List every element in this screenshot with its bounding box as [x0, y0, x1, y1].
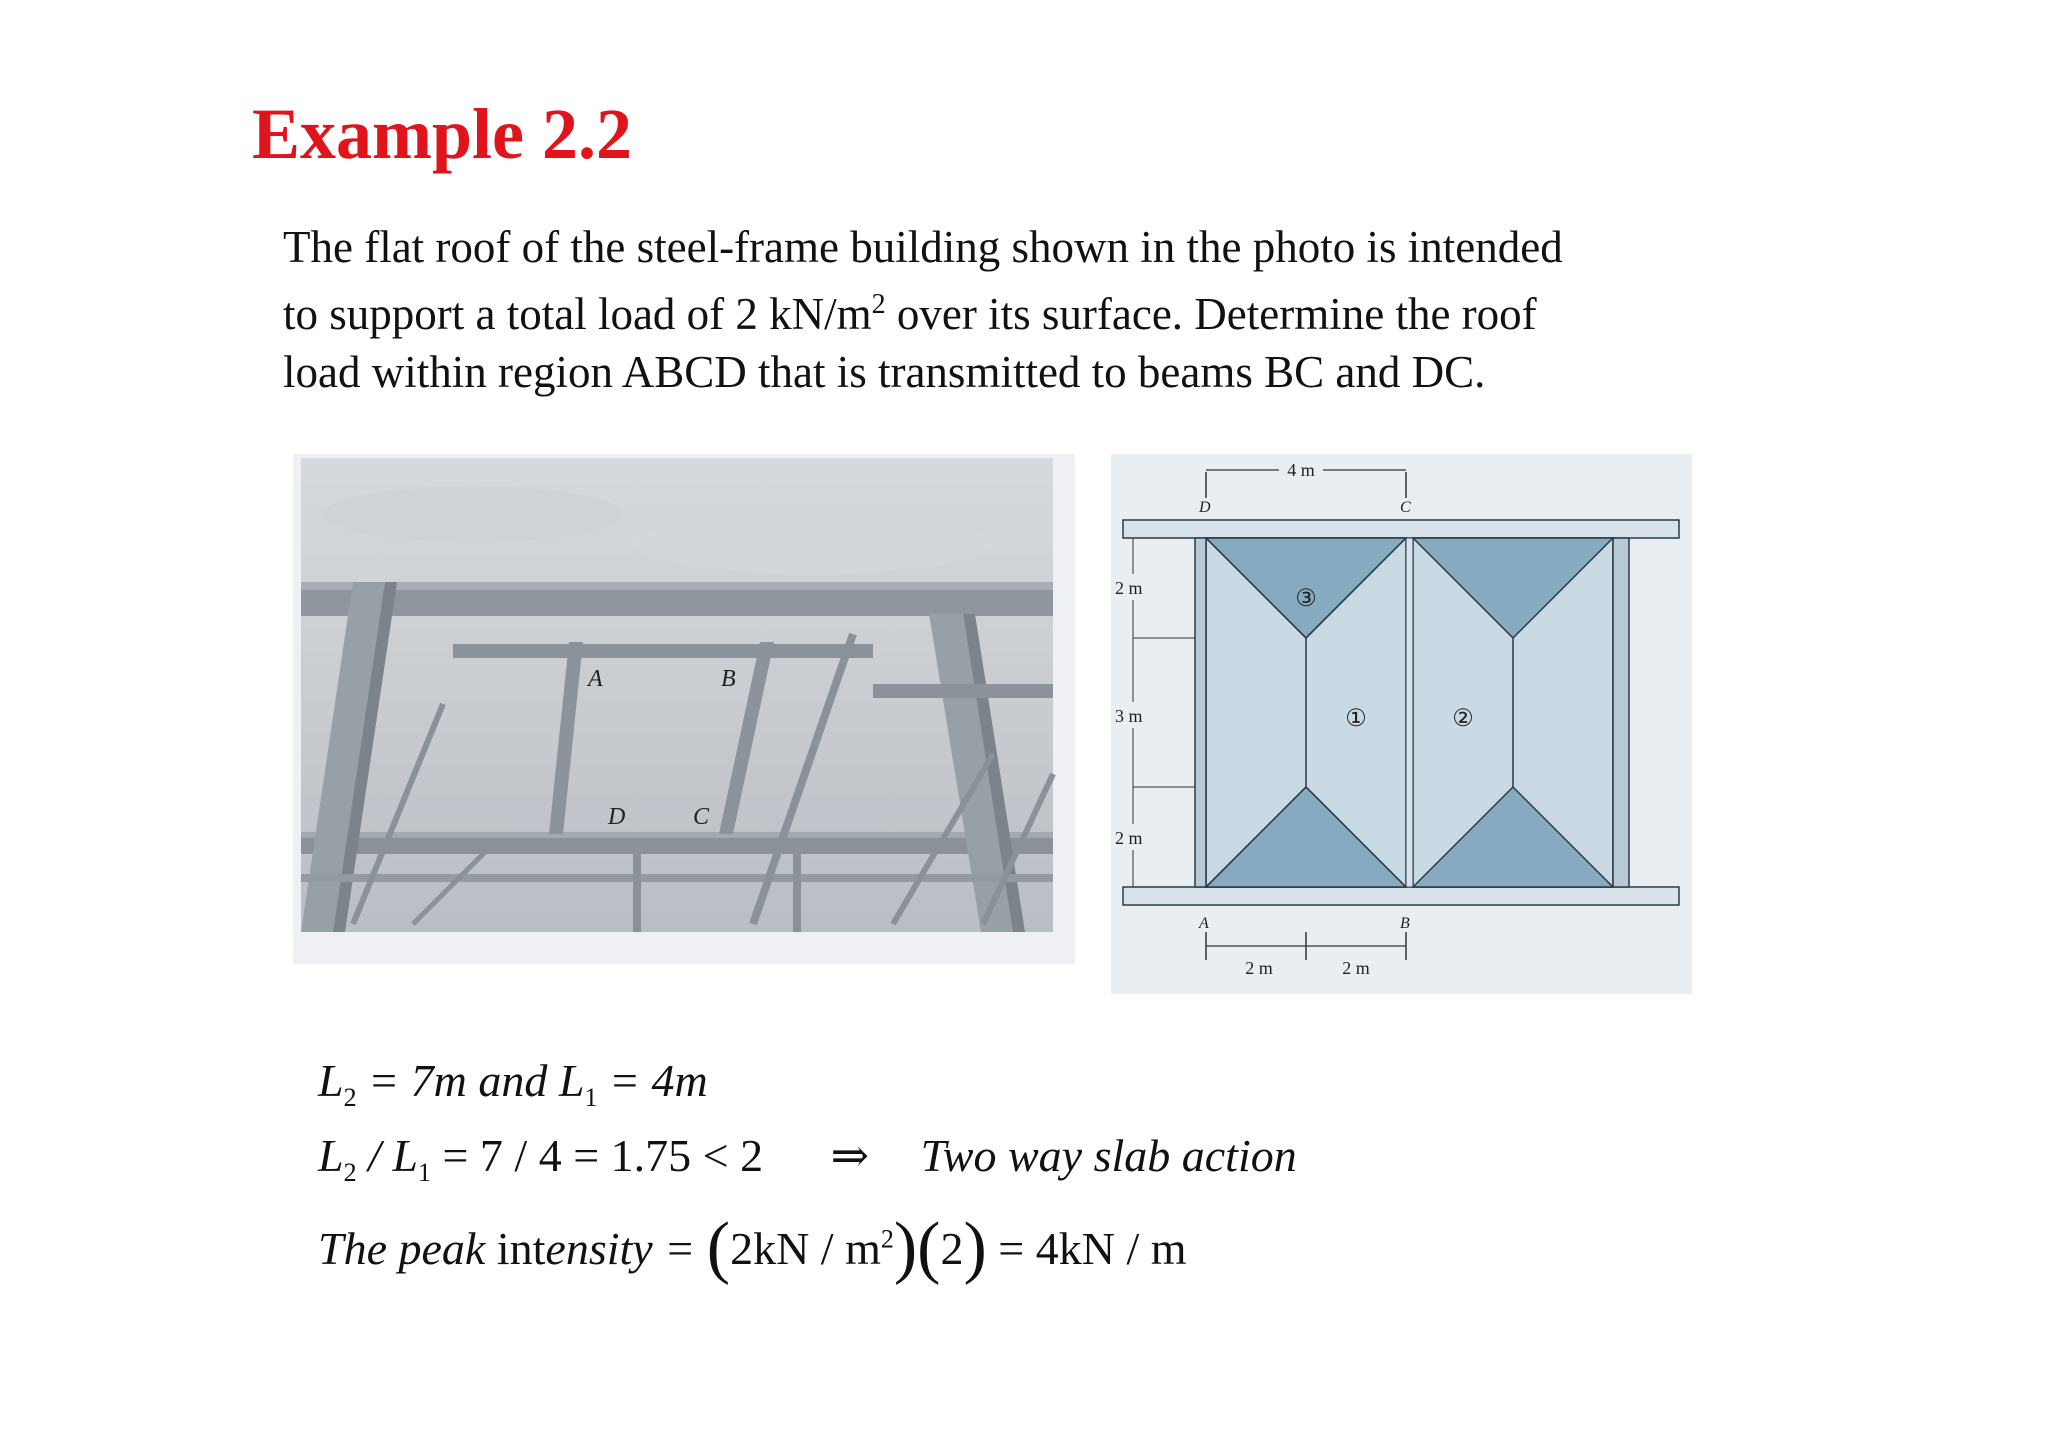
- problem-line-2: to support a total load of 2 $kN/m^2$ over its surface. Determine the roof: [283, 289, 1537, 339]
- corner-d: D: [1199, 499, 1211, 516]
- roof-plan-diagram: [1111, 454, 1692, 994]
- dim-bottom-left: 2 m: [1245, 958, 1273, 978]
- page-title: Example 2.2: [252, 94, 633, 174]
- steel-frame-photo: [293, 454, 1075, 964]
- dim-left-mid: 3 m: [1115, 706, 1143, 726]
- photo-label-b: B: [721, 666, 736, 692]
- region-2-label: ②: [1452, 706, 1474, 732]
- problem-line-1: The flat roof of the steel-frame building shown in the photo is intended: [283, 222, 1563, 272]
- corner-a: A: [1199, 915, 1209, 932]
- region-3-label: ③: [1295, 586, 1317, 612]
- corner-c: C: [1400, 499, 1411, 516]
- corner-b: B: [1400, 915, 1410, 932]
- equation-ratio: $L_2 / L_1 = 7 / 4 = 1.75 < 2$ ⇒ Two way slab action: [318, 1130, 1297, 1188]
- photo-label-a: A: [588, 666, 603, 692]
- two-way-slab-action: Two way slab action: [920, 1130, 1297, 1181]
- photo-label-d: D: [608, 804, 626, 830]
- dim-left-top: 2 m: [1115, 578, 1143, 598]
- photo-label-c: C: [693, 804, 710, 830]
- problem-line-3: load within region ABCD that is transmitted to beams BC and DC.: [283, 347, 1486, 397]
- equation-lengths: $L_2 = 7m$ and $L_1 = 4m$: [318, 1055, 708, 1113]
- dim-left-bot: 2 m: [1115, 828, 1143, 848]
- region-1-label: ①: [1345, 706, 1367, 732]
- dim-bottom-right: 2 m: [1342, 958, 1370, 978]
- equation-peak-intensity: The peak intensity = $(2kN / m^2)(2) = 4kN / m$: [318, 1209, 1187, 1286]
- implies-arrow: ⇒: [830, 1130, 870, 1181]
- dim-top: 4 m: [1287, 460, 1315, 480]
- problem-statement: [283, 218, 1723, 401]
